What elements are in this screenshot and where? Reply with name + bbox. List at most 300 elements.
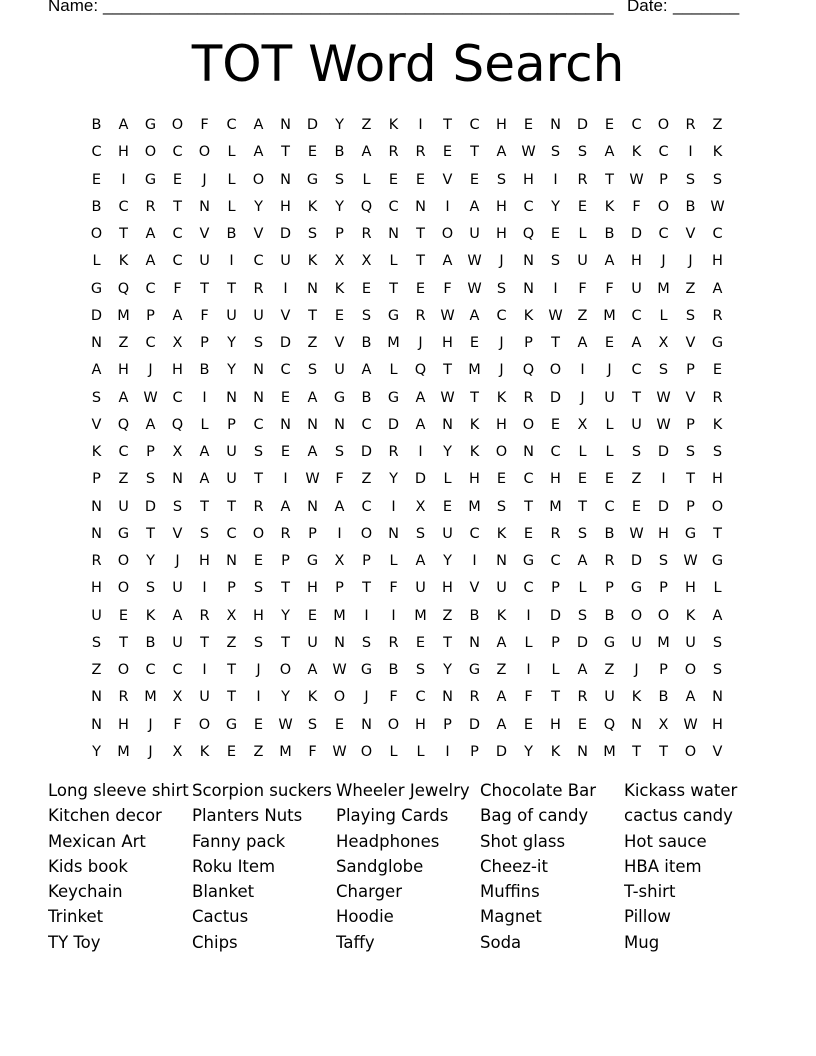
grid-letter: P: [659, 171, 668, 188]
grid-letter: X: [334, 553, 345, 569]
grid-letter: U: [172, 580, 183, 597]
grid-letter: L: [659, 307, 668, 324]
grid-letter: A: [631, 335, 642, 351]
grid-letter: H: [307, 580, 318, 597]
grid-letter: D: [495, 743, 508, 760]
grid-letter: E: [415, 634, 426, 651]
grid-letter: E: [577, 716, 588, 733]
grid-letter: T: [605, 171, 614, 188]
grid-letter: I: [553, 280, 558, 297]
grid-letter: N: [91, 335, 102, 351]
grid-letter: O: [252, 525, 265, 542]
grid-letter: S: [334, 444, 345, 460]
grid-letter: D: [387, 416, 400, 433]
grid-letter: H: [496, 226, 507, 242]
grid-letter: T: [443, 117, 452, 133]
grid-letter: T: [281, 144, 290, 161]
grid-letter: H: [496, 198, 507, 215]
grid-letter: K: [496, 525, 507, 542]
grid-letter: O: [657, 198, 670, 215]
grid-letter: S: [658, 362, 669, 379]
grid-letter: A: [199, 444, 210, 460]
word-list-item: Wheeler Jewelry: [336, 781, 470, 800]
grid-letter: D: [306, 117, 319, 133]
grid-letter: Q: [171, 416, 184, 433]
grid-letter: O: [144, 144, 157, 161]
grid-letter: P: [686, 416, 695, 433]
grid-letter: I: [418, 117, 423, 133]
grid-letter: G: [306, 171, 319, 188]
grid-letter: M: [657, 634, 670, 651]
word-list-item: T-shirt: [624, 882, 676, 902]
grid-letter: W: [656, 389, 671, 406]
grid-letter: L: [524, 634, 533, 651]
grid-letter: C: [145, 662, 156, 678]
grid-letter: E: [415, 280, 426, 297]
grid-letter: K: [199, 743, 210, 760]
grid-letter: K: [685, 607, 696, 624]
grid-letter: I: [526, 607, 531, 624]
grid-letter: J: [499, 335, 504, 351]
grid-letter: K: [631, 144, 642, 161]
grid-letter: C: [145, 280, 156, 297]
grid-letter: R: [280, 525, 291, 542]
grid-letter: G: [630, 580, 643, 597]
grid-letter: S: [145, 471, 156, 488]
grid-letter: U: [577, 253, 588, 270]
grid-letter: T: [308, 307, 317, 324]
grid-letter: S: [253, 580, 264, 597]
grid-letter: I: [661, 471, 666, 488]
grid-letter: C: [712, 226, 723, 242]
grid-letter: S: [712, 634, 723, 651]
grid-letter: A: [253, 144, 264, 161]
grid-letter: V: [685, 389, 696, 406]
grid-letter: W: [332, 662, 347, 678]
grid-letter: K: [91, 444, 102, 460]
grid-letter: C: [253, 253, 264, 270]
grid-letter: O: [684, 743, 697, 760]
grid-letter: Y: [443, 662, 452, 678]
grid-letter: U: [415, 580, 426, 597]
grid-letter: C: [658, 144, 669, 161]
grid-letter: R: [145, 198, 156, 215]
grid-letter: A: [415, 553, 426, 569]
grid-letter: B: [469, 607, 480, 624]
grid-letter: C: [388, 198, 399, 215]
grid-letter: E: [523, 716, 534, 733]
word-list-item: Bag of candy: [480, 806, 589, 826]
grid-letter: A: [118, 117, 129, 133]
grid-letter: T: [524, 498, 533, 515]
grid-letter: N: [523, 253, 534, 270]
grid-letter: U: [199, 253, 210, 270]
grid-letter: H: [550, 716, 561, 733]
grid-letter: G: [684, 525, 697, 542]
word-list-item: Blanket: [192, 882, 255, 902]
word-list-item: TY Toy: [48, 932, 101, 952]
grid-letter: O: [90, 226, 103, 242]
grid-letter: M: [117, 743, 130, 760]
grid-letter: A: [307, 444, 318, 460]
grid-letter: F: [578, 280, 587, 297]
word-list-item: Mexican Art: [48, 831, 146, 851]
grid-letter: J: [661, 253, 666, 270]
grid-letter: E: [712, 362, 723, 379]
grid-letter: O: [198, 144, 211, 161]
grid-letter: I: [688, 144, 693, 161]
word-list-item: Sandglobe: [336, 856, 424, 876]
grid-letter: E: [334, 716, 345, 733]
grid-letter: T: [200, 498, 209, 515]
grid-letter: S: [577, 525, 588, 542]
grid-letter: X: [172, 444, 183, 460]
grid-letter: O: [117, 553, 130, 569]
grid-letter: I: [418, 444, 423, 460]
grid-letter: Y: [146, 553, 155, 569]
grid-letter: Y: [254, 198, 263, 215]
date-label: Date:: [627, 0, 668, 15]
grid-letter: D: [90, 307, 103, 324]
grid-letter: O: [549, 362, 562, 379]
grid-letter: T: [470, 144, 479, 161]
grid-letter: H: [658, 525, 669, 542]
grid-letter: N: [388, 226, 399, 242]
grid-letter: P: [227, 416, 236, 433]
grid-letter: X: [334, 253, 345, 270]
grid-letter: M: [387, 335, 400, 351]
grid-letter: P: [443, 716, 452, 733]
word-list-item: Fanny pack: [192, 831, 286, 851]
grid-letter: N: [253, 362, 264, 379]
grid-letter: I: [391, 607, 396, 624]
grid-letter: V: [469, 580, 480, 597]
grid-letter: X: [226, 607, 237, 624]
grid-letter: Q: [414, 362, 427, 379]
grid-letter: C: [91, 144, 102, 161]
grid-letter: P: [686, 498, 695, 515]
grid-letter: E: [226, 743, 237, 760]
grid-letter: P: [551, 634, 560, 651]
grid-letter: A: [496, 716, 507, 733]
grid-letter: C: [658, 226, 669, 242]
grid-letter: W: [683, 553, 698, 569]
grid-letter: B: [361, 389, 372, 406]
grid-letter: K: [550, 743, 561, 760]
grid-letter: P: [524, 335, 533, 351]
grid-letter: S: [415, 662, 426, 678]
word-list-item: Hoodie: [336, 907, 394, 927]
grid-letter: P: [659, 662, 668, 678]
grid-letter: C: [226, 117, 237, 133]
grid-letter: Q: [117, 416, 130, 433]
grid-letter: W: [521, 144, 536, 161]
grid-letter: P: [605, 580, 614, 597]
grid-letter: S: [307, 226, 318, 242]
grid-letter: A: [199, 471, 210, 488]
grid-letter: R: [388, 444, 399, 460]
grid-letter: H: [712, 253, 723, 270]
grid-letter: N: [712, 689, 723, 706]
grid-letter: B: [91, 198, 102, 215]
grid-letter: C: [118, 198, 129, 215]
grid-letter: P: [335, 226, 344, 242]
grid-letter: L: [605, 416, 614, 433]
grid-letter: R: [604, 553, 615, 569]
grid-letter: P: [470, 743, 479, 760]
grid-letter: C: [496, 307, 507, 324]
grid-letter: J: [148, 716, 153, 733]
grid-letter: P: [146, 444, 155, 460]
grid-letter: W: [656, 416, 671, 433]
grid-letter: Z: [361, 471, 372, 488]
grid-letter: T: [632, 743, 641, 760]
grid-letter: U: [604, 689, 615, 706]
grid-letter: V: [442, 171, 453, 188]
grid-letter: L: [389, 743, 398, 760]
grid-letter: U: [685, 634, 696, 651]
grid-letter: E: [415, 171, 426, 188]
grid-letter: O: [117, 662, 130, 678]
grid-letter: H: [280, 198, 291, 215]
page-title: TOT Word Search: [191, 35, 625, 93]
grid-letter: C: [523, 580, 534, 597]
name-label: Name:: [48, 0, 99, 15]
grid-letter: Y: [335, 198, 344, 215]
grid-letter: Y: [281, 689, 290, 706]
grid-letter: W: [332, 743, 347, 760]
grid-letter: C: [253, 416, 264, 433]
grid-letter: F: [524, 689, 533, 706]
grid-letter: D: [360, 444, 373, 460]
grid-letter: K: [388, 117, 399, 133]
grid-letter: L: [605, 444, 614, 460]
grid-letter: R: [415, 307, 426, 324]
grid-letter: N: [550, 117, 561, 133]
grid-letter: P: [308, 525, 317, 542]
grid-letter: Y: [227, 362, 236, 379]
grid-letter: N: [388, 525, 399, 542]
grid-letter: S: [253, 335, 264, 351]
grid-letter: D: [576, 634, 589, 651]
grid-letter: T: [281, 634, 290, 651]
grid-letter: W: [629, 171, 644, 188]
grid-letter: E: [388, 171, 399, 188]
grid-letter: B: [685, 198, 696, 215]
grid-letter: O: [360, 743, 373, 760]
grid-letter: G: [711, 335, 724, 351]
grid-letter: G: [225, 716, 238, 733]
grid-letter: T: [281, 580, 290, 597]
grid-letter: N: [91, 689, 102, 706]
grid-letter: S: [631, 444, 642, 460]
word-list-item: Keychain: [48, 882, 123, 902]
grid-letter: L: [416, 743, 425, 760]
grid-letter: Z: [496, 662, 507, 678]
grid-letter: L: [200, 416, 209, 433]
grid-letter: B: [91, 117, 102, 133]
grid-letter: Y: [524, 743, 533, 760]
grid-letter: Z: [712, 117, 723, 133]
grid-letter: C: [226, 525, 237, 542]
grid-letter: P: [659, 580, 668, 597]
grid-letter: E: [361, 280, 372, 297]
grid-letter: Q: [360, 198, 373, 215]
grid-letter: A: [361, 144, 372, 161]
grid-letter: C: [145, 335, 156, 351]
grid-letter: O: [117, 580, 130, 597]
grid-letter: C: [172, 389, 183, 406]
grid-letter: L: [389, 253, 398, 270]
grid-letter: N: [334, 416, 345, 433]
grid-letter: U: [442, 525, 453, 542]
grid-letter: H: [469, 471, 480, 488]
grid-letter: U: [631, 280, 642, 297]
grid-letter: X: [577, 416, 588, 433]
grid-letter: H: [118, 144, 129, 161]
grid-letter: W: [548, 307, 563, 324]
grid-letter: J: [580, 389, 585, 406]
grid-letter: N: [442, 689, 453, 706]
grid-letter: Y: [335, 117, 344, 133]
grid-letter: T: [227, 662, 236, 678]
grid-letter: L: [227, 144, 236, 161]
grid-letter: M: [279, 743, 292, 760]
grid-letter: G: [522, 553, 535, 569]
grid-letter: E: [253, 716, 264, 733]
grid-letter: B: [226, 226, 237, 242]
grid-letter: B: [658, 689, 669, 706]
word-list-item: Chips: [192, 932, 238, 952]
grid-letter: K: [496, 389, 507, 406]
grid-letter: E: [469, 335, 480, 351]
grid-letter: S: [496, 498, 507, 515]
grid-letter: C: [172, 144, 183, 161]
name-date-line: [48, 0, 748, 18]
grid-letter: N: [523, 444, 534, 460]
grid-letter: W: [278, 716, 293, 733]
grid-letter: B: [334, 144, 345, 161]
grid-letter: H: [91, 580, 102, 597]
grid-letter: G: [306, 553, 319, 569]
grid-letter: F: [308, 743, 317, 760]
grid-letter: X: [172, 689, 183, 706]
grid-letter: V: [685, 226, 696, 242]
grid-letter: I: [364, 607, 369, 624]
grid-letter: E: [280, 389, 291, 406]
grid-letter: R: [118, 689, 129, 706]
grid-letter: B: [604, 226, 615, 242]
grid-letter: N: [469, 634, 480, 651]
word-list-item: Long sleeve shirt: [48, 781, 189, 800]
grid-letter: O: [333, 689, 346, 706]
grid-letter: S: [685, 307, 696, 324]
grid-letter: P: [146, 307, 155, 324]
grid-letter: Z: [442, 607, 453, 624]
word-list-item: Mug: [624, 932, 660, 952]
grid-letter: R: [712, 307, 723, 324]
grid-letter: V: [172, 525, 183, 542]
grid-letter: N: [631, 716, 642, 733]
grid-letter: F: [605, 280, 614, 297]
grid-letter: G: [90, 280, 103, 297]
grid-letter: H: [253, 607, 264, 624]
grid-letter: S: [307, 716, 318, 733]
grid-letter: N: [91, 716, 102, 733]
grid-letter: E: [604, 335, 615, 351]
grid-letter: E: [469, 171, 480, 188]
grid-letter: B: [604, 607, 615, 624]
grid-letter: C: [361, 416, 372, 433]
grid-letter: S: [550, 144, 561, 161]
word-list-item: Planters Nuts: [192, 806, 303, 826]
grid-letter: F: [173, 716, 182, 733]
grid-letter: U: [226, 444, 237, 460]
grid-letter: H: [685, 580, 696, 597]
grid-letter: N: [307, 416, 318, 433]
grid-letter: K: [334, 280, 345, 297]
grid-letter: U: [172, 634, 183, 651]
grid-letter: H: [118, 716, 129, 733]
grid-letter: A: [469, 307, 480, 324]
grid-letter: A: [253, 117, 264, 133]
grid-letter: Z: [226, 634, 237, 651]
grid-letter: K: [712, 416, 723, 433]
grid-letter: F: [632, 198, 641, 215]
grid-letter: C: [523, 471, 534, 488]
grid-letter: W: [440, 389, 455, 406]
grid-letter: M: [603, 743, 616, 760]
grid-letter: D: [576, 117, 589, 133]
grid-letter: A: [307, 662, 318, 678]
grid-letter: G: [603, 634, 616, 651]
grid-letter: V: [91, 416, 102, 433]
grid-letter: D: [657, 444, 670, 460]
grid-letter: T: [119, 226, 128, 242]
grid-letter: A: [145, 226, 156, 242]
word-list-item: Roku Item: [192, 856, 276, 876]
grid-letter: A: [307, 389, 318, 406]
grid-letter: F: [389, 689, 398, 706]
grid-letter: A: [604, 144, 615, 161]
grid-letter: J: [148, 743, 153, 760]
grid-letter: H: [442, 580, 453, 597]
grid-letter: E: [442, 498, 453, 515]
grid-letter: K: [469, 444, 480, 460]
grid-letter: C: [631, 117, 642, 133]
grid-letter: B: [604, 525, 615, 542]
grid-letter: X: [658, 335, 669, 351]
grid-letter: R: [253, 280, 264, 297]
grid-letter: I: [283, 280, 288, 297]
grid-letter: P: [92, 471, 101, 488]
grid-letter: C: [280, 362, 291, 379]
grid-letter: C: [118, 444, 129, 460]
grid-letter: T: [362, 580, 371, 597]
grid-letter: A: [172, 607, 183, 624]
grid-letter: N: [361, 716, 372, 733]
grid-letter: P: [686, 362, 695, 379]
grid-letter: H: [442, 335, 453, 351]
grid-letter: C: [631, 307, 642, 324]
grid-letter: S: [496, 171, 507, 188]
grid-letter: Y: [281, 607, 290, 624]
grid-letter: H: [172, 362, 183, 379]
grid-letter: A: [496, 144, 507, 161]
letter-grid: [83, 113, 731, 767]
grid-letter: O: [711, 498, 724, 515]
grid-letter: Y: [92, 743, 101, 760]
